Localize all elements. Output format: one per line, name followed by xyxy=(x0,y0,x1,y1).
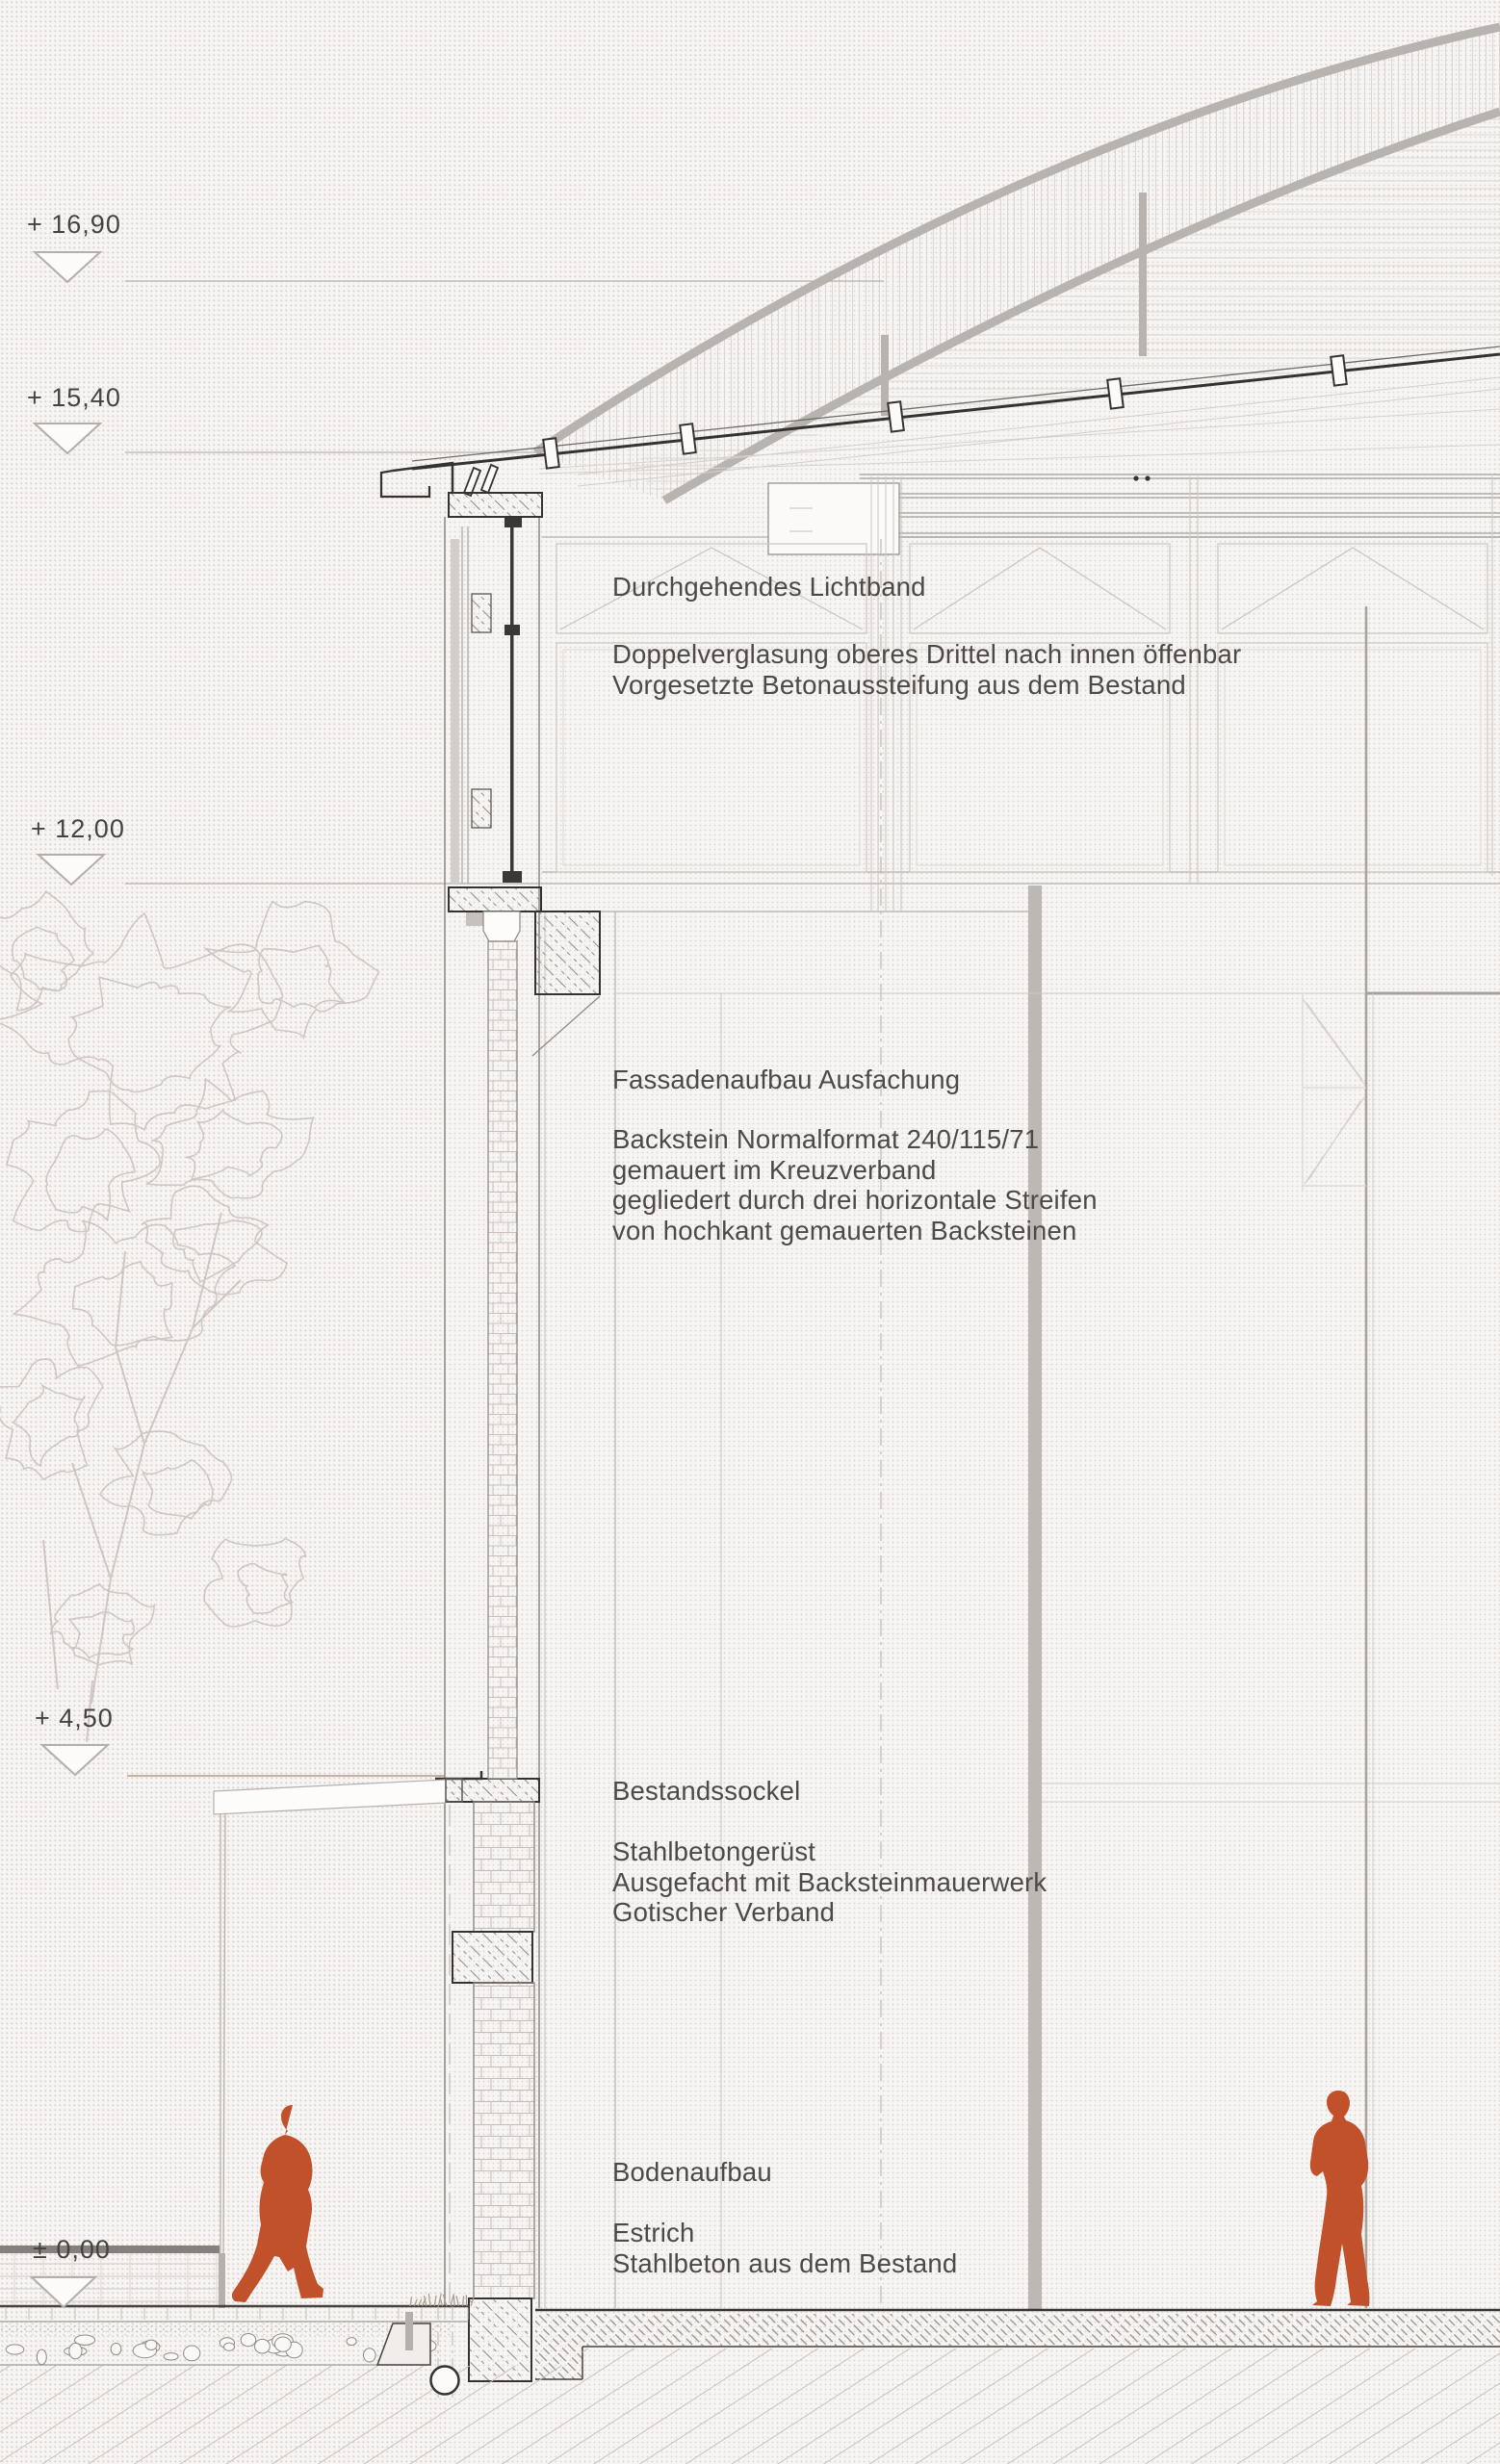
annotation-line: Bodenaufbau xyxy=(612,2157,772,2187)
annotation-boden xyxy=(612,2157,772,2188)
annotation-line: Doppelverglasung oberes Drittel nach innen öffenbar xyxy=(612,639,1242,669)
level-label-16-90: + 16,90 xyxy=(27,210,121,239)
annotation-line: Estrich xyxy=(612,2218,695,2247)
annotation-line: Stahlbetongerüst xyxy=(612,1836,816,1866)
annotation-stahlbeton xyxy=(612,1836,1047,1928)
annotation-line: Stahlbeton aus dem Bestand xyxy=(612,2247,958,2278)
person-silhouette-right xyxy=(1310,2091,1370,2306)
annotation-backstein xyxy=(612,1124,1098,1245)
annotation-line: gemauert im Kreuzverband xyxy=(612,1154,937,1185)
annotation-line: von hochkant gemauerten Backsteinen xyxy=(612,1215,1077,1245)
annotation-verglasung xyxy=(612,639,1241,700)
annotation-line: Durchgehendes Lichtband xyxy=(612,572,926,602)
roof-arc-strut xyxy=(1139,192,1147,356)
level-label-4-50: + 4,50 xyxy=(35,1704,114,1732)
interior-structure xyxy=(613,539,1500,2310)
annotation-line: Backstein Normalformat 240/115/71 xyxy=(612,1124,1040,1154)
annotation-estrich xyxy=(612,2218,957,2278)
level-label-12-00: + 12,00 xyxy=(31,814,125,843)
annotation-fassade xyxy=(612,1065,960,1095)
annotation-line: gegliedert durch drei horizontale Streifen xyxy=(612,1185,1098,1215)
level-label-0-00: ± 0,00 xyxy=(33,2235,111,2264)
annotation-sockel xyxy=(612,1776,800,1807)
annotation-line: Bestandssockel xyxy=(612,1776,801,1806)
wall-section xyxy=(435,493,600,2381)
annotation-lichtband xyxy=(612,572,926,603)
annotation-line: Vorgesetzte Betonaussteifung aus dem Bestand xyxy=(612,669,1186,700)
annotation-line: Fassadenaufbau Ausfachung xyxy=(612,1065,961,1094)
level-label-15-40: + 15,40 xyxy=(27,383,121,412)
annotation-line: Ausgefacht mit Backsteinmauerwerk xyxy=(612,1866,1047,1897)
annotation-line: Gotischer Verband xyxy=(612,1897,836,1927)
